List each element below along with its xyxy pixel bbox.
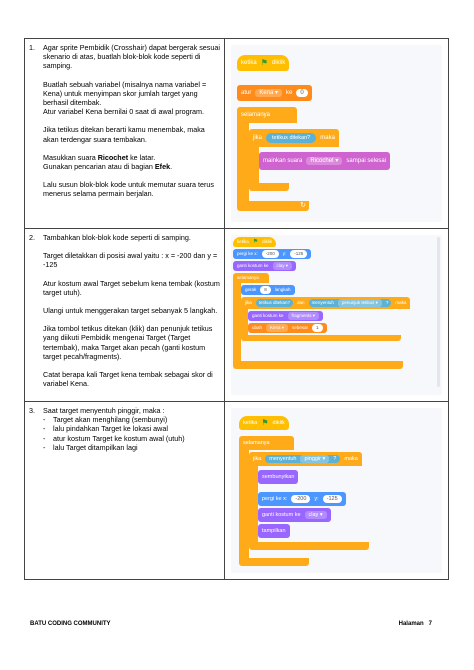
sound-dropdown: Ricochet ▾ bbox=[306, 157, 342, 165]
set-variable-block: atur Kena ▾ ke 0 bbox=[237, 85, 312, 101]
mouse-down-condition: tetikus ditekan? bbox=[266, 133, 316, 143]
variable-dropdown: Kena ▾ bbox=[266, 324, 288, 332]
when-flag-clicked-block: ketika ⚑ diklik bbox=[237, 55, 289, 71]
paragraph: Lalu susun blok-blok kode untuk memutar suara terus menerus selama permain berjalan. bbox=[43, 180, 214, 199]
switch-costume-block: ganti kostum ke fragments ▾ bbox=[248, 311, 323, 321]
change-variable-block: ubah Kena ▾ sebesar 1 bbox=[248, 323, 327, 333]
costume-dropdown: fragments ▾ bbox=[288, 312, 320, 320]
touching-condition: menyentuh pinggir ▾ ? bbox=[265, 455, 340, 463]
paragraph: Masukkan suara Ricochet ke latar. bbox=[43, 152, 156, 162]
paragraph: Ulangi untuk menggerakan target sebanyak 5 langkah. bbox=[43, 306, 218, 316]
list-item: - lalu Target ditampilkan lagi bbox=[43, 442, 138, 452]
hide-block: sembunyikan bbox=[258, 470, 298, 484]
page-number: Halaman 7 bbox=[398, 621, 432, 627]
variable-dropdown: Kena ▾ bbox=[255, 89, 282, 97]
forever-block: selamanya bbox=[237, 107, 297, 123]
switch-costume-block: ganti kostum ke clay ▾ bbox=[233, 261, 296, 271]
paragraph: Atur kostum awal Target sebelum kena tembak (kostum target utuh). bbox=[43, 278, 220, 297]
mouse-down-condition: tetikus ditekan? bbox=[256, 299, 293, 307]
x-input: -200 bbox=[291, 495, 310, 503]
code-screenshot bbox=[225, 402, 448, 579]
footer-left: BATU CODING COMMUNITY bbox=[30, 621, 111, 627]
switch-costume-block: ganti kostum ke clay ▾ bbox=[258, 508, 331, 522]
if-then-block: jika tetikus ditekan? dan menyentuh penunjuk tetikus ▾ ? maka bbox=[241, 297, 410, 309]
code-canvas bbox=[231, 235, 442, 395]
step-number: 1. bbox=[29, 43, 35, 52]
forever-loop-arrow-icon: ↻ bbox=[237, 201, 309, 211]
code-screenshot bbox=[225, 39, 448, 228]
paragraph: Saat target menyentuh pinggir, maka : bbox=[43, 406, 165, 415]
paragraph: Agar sprite Pembidik (Crosshair) dapat bergerak sesuai skenario di atas, buatlah blok-blok kode seperti di samping. bbox=[43, 43, 220, 71]
table-row bbox=[25, 229, 448, 402]
costume-dropdown: clay ▾ bbox=[305, 511, 327, 519]
if-block-bottom bbox=[249, 183, 289, 191]
paragraph: Gunakan pencarian atau di bagian Efek. bbox=[43, 162, 173, 172]
paragraph: Jika tetikus ditekan berarti kamu menembak, maka akan terdengar suara tembakan. bbox=[43, 125, 205, 144]
touching-dropdown: pinggir ▾ bbox=[300, 455, 329, 463]
scrollbar bbox=[437, 237, 440, 387]
paragraph: Jika tombol tetikus ditekan (klik) dan penunjuk tetikus yang diikuti Pembidik mengenai Target (Target tertembak), maka Target akan pecah (ganti kostum target pecah/fragments). bbox=[43, 324, 213, 361]
if-then-block: jika menyentuh pinggir ▾ ? maka bbox=[249, 452, 362, 466]
list-item: - atur kostum Target ke kostum awal (utuh) bbox=[43, 433, 185, 443]
forever-block-arm bbox=[233, 283, 241, 361]
play-sound-until-done-block: mainkan suara Ricochet ▾ sampai selesai bbox=[259, 152, 390, 170]
if-block-arm bbox=[249, 147, 259, 183]
paragraph: Catat berapa kali Target kena tembak sebagai skor di variabel Kena. bbox=[43, 370, 213, 389]
go-to-xy-block: pergi ke x: -200 y: -125 bbox=[233, 249, 311, 259]
when-flag-clicked-block: ketika ⚑ diklik bbox=[233, 237, 276, 247]
step-number: 2. bbox=[29, 233, 35, 242]
if-block-bottom bbox=[241, 335, 401, 341]
forever-block: selamanya bbox=[239, 436, 294, 450]
instruction-text bbox=[25, 229, 225, 401]
x-input: -200 bbox=[262, 250, 279, 258]
touching-condition: menyentuh penunjuk tetikus ▾ ? bbox=[309, 299, 392, 307]
green-flag-icon: ⚑ bbox=[261, 418, 269, 427]
move-steps-block: gerak 8 langkah bbox=[241, 285, 295, 295]
if-block-arm bbox=[249, 466, 258, 542]
steps-input: 8 bbox=[260, 286, 271, 294]
show-block: tampilkan bbox=[258, 524, 290, 538]
paragraph: Buatlah sebuah variabel (misalnya nama variabel = Kena) untuk menyimpan skor jumlah target yang berhasil ditembak. bbox=[43, 79, 207, 108]
value-input: 1 bbox=[312, 324, 323, 332]
paragraph: Atur variabel Kena bernilai 0 saat di awal program. bbox=[43, 107, 205, 117]
table-row bbox=[25, 39, 448, 229]
if-block-bottom bbox=[249, 542, 369, 550]
table-row bbox=[25, 402, 448, 579]
code-screenshot bbox=[225, 229, 448, 401]
forever-block-bottom bbox=[239, 558, 309, 566]
instruction-text bbox=[25, 39, 225, 228]
paragraph: Tambahkan blok-blok kode seperti di samping. bbox=[43, 233, 191, 242]
if-block-arm bbox=[241, 309, 248, 335]
costume-dropdown: clay ▾ bbox=[273, 262, 293, 270]
code-canvas bbox=[231, 408, 442, 573]
green-flag-icon: ⚑ bbox=[260, 58, 268, 67]
code-canvas bbox=[231, 45, 442, 222]
list-item: - lalu pindahkan Target ke lokasi awal bbox=[43, 424, 168, 434]
if-then-block: jika tetikus ditekan? maka bbox=[249, 129, 339, 147]
when-flag-clicked-block: ketika ⚑ diklik bbox=[239, 416, 289, 430]
forever-block: selamanya bbox=[233, 273, 269, 283]
paragraph: Target diletakkan di posisi awal yaitu : x = -200 dan y = -125 bbox=[43, 251, 218, 270]
instruction-table bbox=[24, 38, 449, 580]
forever-block-arm bbox=[237, 123, 249, 201]
y-input: -125 bbox=[323, 495, 342, 503]
y-input: -125 bbox=[290, 250, 307, 258]
go-to-xy-block: pergi ke x: -200 y: -125 bbox=[258, 492, 346, 506]
touching-dropdown: penunjuk tetikus ▾ bbox=[338, 299, 382, 307]
step-number: 3. bbox=[29, 406, 35, 415]
value-input: 0 bbox=[296, 89, 307, 97]
instruction-text bbox=[25, 402, 225, 579]
green-flag-icon: ⚑ bbox=[252, 239, 259, 245]
forever-block-arm bbox=[239, 450, 249, 558]
list-item: - Target akan menghilang (sembunyi) bbox=[43, 415, 168, 425]
forever-block-bottom bbox=[233, 361, 403, 369]
